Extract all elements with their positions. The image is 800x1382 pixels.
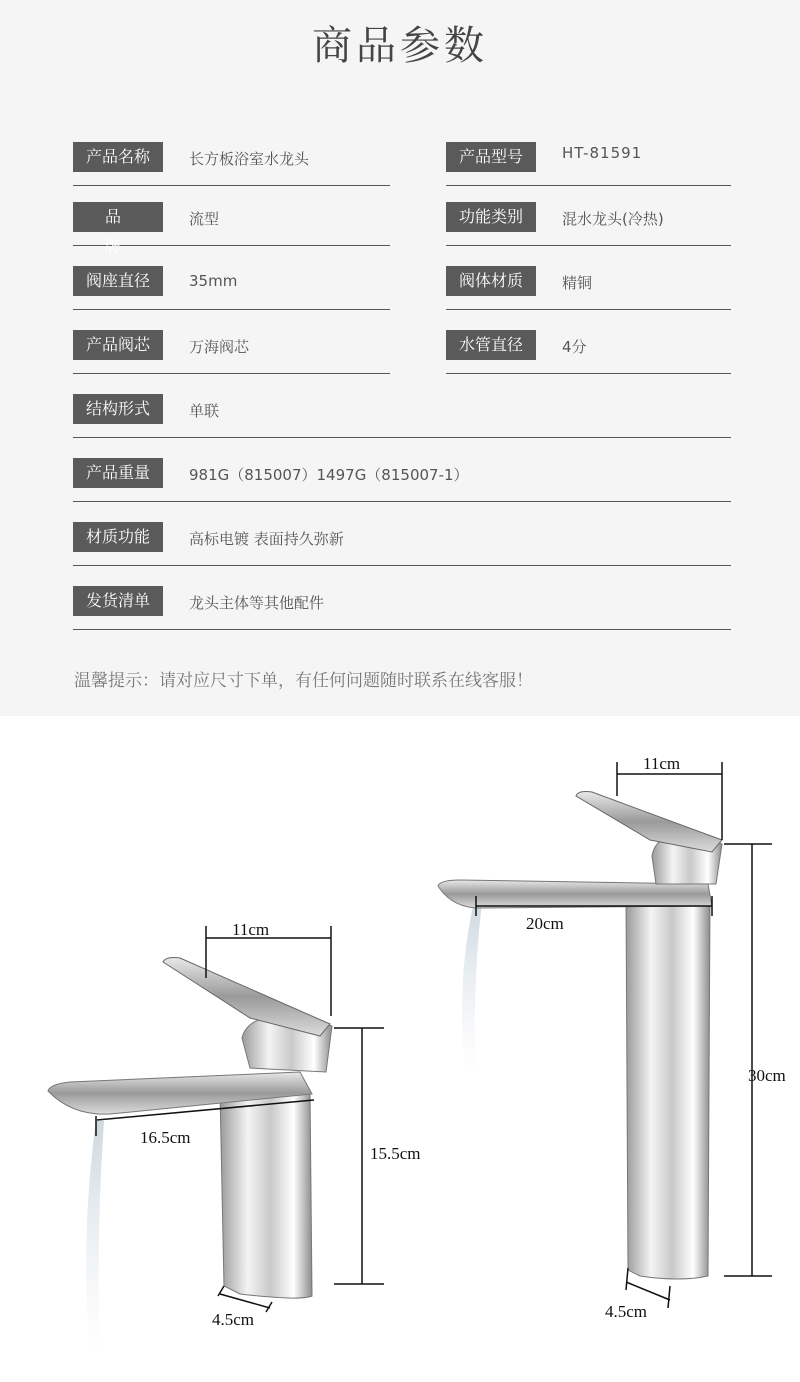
water-stream: [462, 902, 482, 1076]
spec-row-valve-core: [73, 326, 390, 374]
spec-label: 阀体材质: [446, 266, 536, 296]
spec-label: 材质功能: [73, 522, 163, 552]
spec-value: 高标电镀 表面持久弥新: [189, 530, 344, 548]
spec-label: 发货清单: [73, 586, 163, 616]
tall-faucet: [438, 792, 722, 1280]
spec-value: 35mm: [189, 272, 238, 290]
dimension-lines-tall: [476, 762, 772, 1308]
spec-row-brand: [73, 198, 390, 256]
spec-value: 单联: [189, 402, 220, 420]
water-stream: [86, 1121, 104, 1356]
spec-row-body-material: [446, 262, 731, 310]
spec-value: 龙头主体等其他配件: [189, 594, 325, 612]
faucet-handle: [163, 958, 330, 1037]
tall-spout-length-label: 20cm: [526, 914, 564, 933]
spec-label: 产品重量: [73, 458, 163, 488]
spec-label: 水管直径: [446, 330, 536, 360]
spec-row-product-name: [73, 138, 390, 186]
spec-value: 长方板浴室水龙头: [189, 150, 310, 168]
spec-value: 981G（815007）1497G（815007-1）: [189, 466, 469, 484]
spec-row-seat-diameter: [73, 262, 390, 310]
notice-text: 温馨提示：请对应尺寸下单，有任何问题随时联系在线客服！: [74, 671, 533, 691]
faucet-illustration: [0, 716, 800, 1382]
faucet-handle: [576, 792, 722, 853]
short-spout-length-label: 16.5cm: [140, 1128, 191, 1147]
spec-label: 产品阀芯: [73, 330, 163, 360]
spec-value: 流型: [189, 210, 220, 228]
spec-row-material-function: [73, 518, 731, 566]
tall-height-label: 30cm: [748, 1066, 786, 1085]
spec-value: 4分: [562, 338, 587, 356]
spec-value: 精铜: [562, 274, 593, 292]
tall-handle-width-label: 11cm: [643, 754, 681, 773]
spec-value: HT-81591: [562, 144, 643, 162]
spec-label: 品 牌: [73, 202, 163, 232]
spec-row-structure: [73, 390, 731, 438]
spec-row-function-type: [446, 198, 731, 246]
spec-row-package: [73, 582, 731, 630]
short-base-width-label: 4.5cm: [212, 1310, 255, 1329]
spec-label: 产品名称: [73, 142, 163, 172]
page-title: 商品参数: [312, 23, 488, 69]
spec-label: 结构形式: [73, 394, 163, 424]
short-height-label: 15.5cm: [370, 1144, 421, 1163]
short-handle-width-label: 11cm: [232, 920, 270, 939]
short-faucet: [48, 958, 332, 1357]
spec-label: 功能类别: [446, 202, 536, 232]
spec-row-weight: [73, 454, 731, 502]
spec-label: 阀座直径: [73, 266, 163, 296]
faucet-body: [626, 896, 710, 1279]
spec-value: 万海阀芯: [189, 338, 250, 356]
spec-value: 混水龙头(冷热): [562, 210, 664, 228]
spec-label: 产品型号: [446, 142, 536, 172]
dimension-diagram: [0, 716, 800, 1382]
tall-base-width-label: 4.5cm: [605, 1302, 648, 1321]
spec-row-model: [446, 138, 731, 186]
faucet-body: [220, 1092, 312, 1298]
spec-row-pipe-diameter: [446, 326, 731, 374]
